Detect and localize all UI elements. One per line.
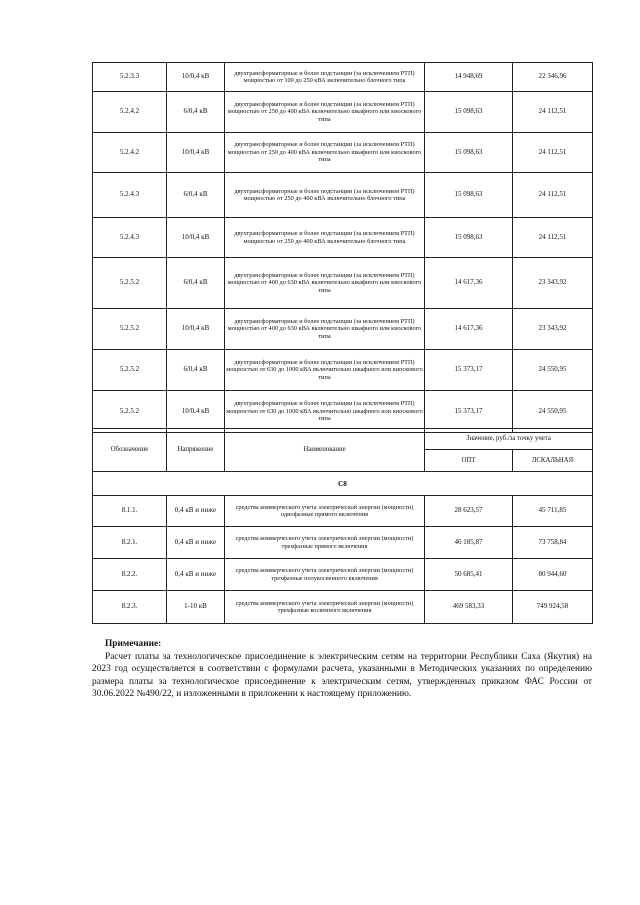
cell-voltage: 1-10 кВ [167, 591, 225, 624]
table-row [93, 258, 593, 309]
cell-code: 8.2.1. [93, 527, 167, 559]
cell-retail: 73 758,84 [513, 527, 593, 559]
cell-voltage: 0,4 кВ и ниже [167, 527, 225, 559]
cell-opt: 15 373,17 [425, 391, 513, 433]
table-row [93, 496, 593, 527]
cell-opt: 15 098,63 [425, 133, 513, 173]
cell-opt: 15 373,17 [425, 350, 513, 391]
tariff-table-top [92, 62, 593, 433]
cell-retail: 22 346,96 [513, 63, 593, 92]
cell-name: двухтрансформаторные и более подстанции (за исключением РТП) мощностью от 250 до 400 кВА включительно шкафного или киоскового типа [225, 92, 425, 133]
cell-retail: 24 550,95 [513, 350, 593, 391]
cell-voltage: 6/0,4 кВ [167, 350, 225, 391]
table-row [93, 173, 593, 218]
cell-retail: 749 924,58 [513, 591, 593, 624]
cell-opt: 469 583,33 [425, 591, 513, 624]
cell-name: двухтрансформаторные и более подстанции (за исключением РТП) мощностью от 250 до 400 кВА включительно блочного типа [225, 218, 425, 258]
cell-code: 8.2.3. [93, 591, 167, 624]
cell-name: средства коммерческого учета электрической энергии (мощности) трехфазные полукосвенного включения [225, 559, 425, 591]
cell-code: 5.2.5.2 [93, 350, 167, 391]
cell-opt: 14 617,36 [425, 309, 513, 350]
note-title: Примечание: [105, 639, 162, 649]
header-retail: ЛСКАЛЬНАЯ [513, 450, 593, 472]
cell-voltage: 6/0,4 кВ [167, 92, 225, 133]
cell-voltage: 6/0,4 кВ [167, 173, 225, 218]
cell-voltage: 10/0,4 кВ [167, 391, 225, 433]
note-text: Расчет платы за технологическое присоединение к электрическим сетям на территории Республики Саха (Якутия) на 2023 год осуществляется в соответствии с формулами расчета, указанными в Методических указаниях по определению размера платы за технологическое присоединение к электрическим сетям, утвержденных приказом ФАС России от 30.06.2022 №490/22, и изложенными в приложении к настоящему приложению. [92, 651, 592, 700]
header-opt: ОПТ [425, 450, 513, 472]
header-designation: Обозначение [93, 429, 167, 472]
cell-voltage: 0,4 кВ и ниже [167, 559, 225, 591]
cell-code: 8.1.1. [93, 496, 167, 527]
cell-retail: 45 711,85 [513, 496, 593, 527]
cell-retail: 24 112,51 [513, 133, 593, 173]
cell-voltage: 10/0,4 кВ [167, 133, 225, 173]
cell-name: средства коммерческого учета электрической энергии (мощности) трехфазные косвенного включения [225, 591, 425, 624]
cell-name: двухтрансформаторные и более подстанции (за исключением РТП) мощностью от 630 до 1000 кВА включительно шкафного или киоскового типа [225, 350, 425, 391]
cell-name: средства коммерческого учета электрической энергии (мощности) трехфазные прямого включения [225, 527, 425, 559]
cell-retail: 23 343,92 [513, 258, 593, 309]
table-row [93, 350, 593, 391]
cell-code: 5.2.4.2 [93, 133, 167, 173]
tariff-table-c8 [92, 428, 593, 624]
cell-name: двухтрансформаторные и более подстанции (за исключением РТП) мощностью от 400 до 630 кВА включительно шкафного или киоскового типа [225, 309, 425, 350]
table-row [93, 309, 593, 350]
cell-retail: 24 112,51 [513, 218, 593, 258]
cell-code: 5.2.5.2 [93, 309, 167, 350]
cell-retail: 24 112,51 [513, 173, 593, 218]
cell-name: двухтрансформаторные и более подстанции (за исключением РТП) мощностью от 250 до 400 кВА включительно шкафного или киоскового типа [225, 133, 425, 173]
cell-code: 5.2.4.3 [93, 173, 167, 218]
cell-opt: 14 948,69 [425, 63, 513, 92]
cell-retail: 80 944,60 [513, 559, 593, 591]
cell-opt: 15 098,63 [425, 218, 513, 258]
cell-code: 5.2.5.2 [93, 258, 167, 309]
cell-opt: 50 685,41 [425, 559, 513, 591]
header-voltage: Напряжение [167, 429, 225, 472]
cell-voltage: 10/0,4 кВ [167, 63, 225, 92]
cell-code: 5.2.4.2 [93, 92, 167, 133]
header-value: Значение, руб./за точку учета [425, 429, 593, 450]
cell-voltage: 6/0,4 кВ [167, 258, 225, 309]
header-name: Наименование [225, 429, 425, 472]
cell-code: 5.2.5.2 [93, 391, 167, 433]
cell-opt: 15 098,63 [425, 92, 513, 133]
cell-code: 5.2.3.3 [93, 63, 167, 92]
table-row [93, 559, 593, 591]
table-row [93, 218, 593, 258]
cell-retail: 24 550,95 [513, 391, 593, 433]
cell-name: двухтрансформаторные и более подстанции (за исключением РТП) мощностью от 100 до 250 кВА включительно блочного типа [225, 63, 425, 92]
cell-opt: 46 185,87 [425, 527, 513, 559]
cell-opt: 14 617,36 [425, 258, 513, 309]
table-row [93, 391, 593, 433]
cell-opt: 15 098,63 [425, 173, 513, 218]
cell-voltage: 10/0,4 кВ [167, 309, 225, 350]
table-row [93, 92, 593, 133]
table-row [93, 133, 593, 173]
cell-voltage: 0,4 кВ и ниже [167, 496, 225, 527]
cell-retail: 23 343,92 [513, 309, 593, 350]
cell-name: двухтрансформаторные и более подстанции (за исключением РТП) мощностью от 630 до 1000 кВА включительно шкафного или киоскового типа [225, 391, 425, 433]
cell-code: 5.2.4.3 [93, 218, 167, 258]
cell-name: двухтрансформаторные и более подстанции (за исключением РТП) мощностью от 250 до 400 кВА включительно блочного типа [225, 173, 425, 218]
cell-name: двухтрансформаторные и более подстанции (за исключением РТП) мощностью от 400 до 630 кВА включительно шкафного или киоскового типа [225, 258, 425, 309]
cell-code: 8.2.2. [93, 559, 167, 591]
cell-name: средства коммерческого учета электрической энергии (мощности) однофазные прямого включения [225, 496, 425, 527]
cell-retail: 24 112,51 [513, 92, 593, 133]
table-row [93, 527, 593, 559]
section-label: C8 [93, 472, 593, 496]
cell-voltage: 10/0,4 кВ [167, 218, 225, 258]
table-row [93, 591, 593, 624]
cell-opt: 28 623,57 [425, 496, 513, 527]
note-block [92, 638, 592, 701]
table-row [93, 63, 593, 92]
